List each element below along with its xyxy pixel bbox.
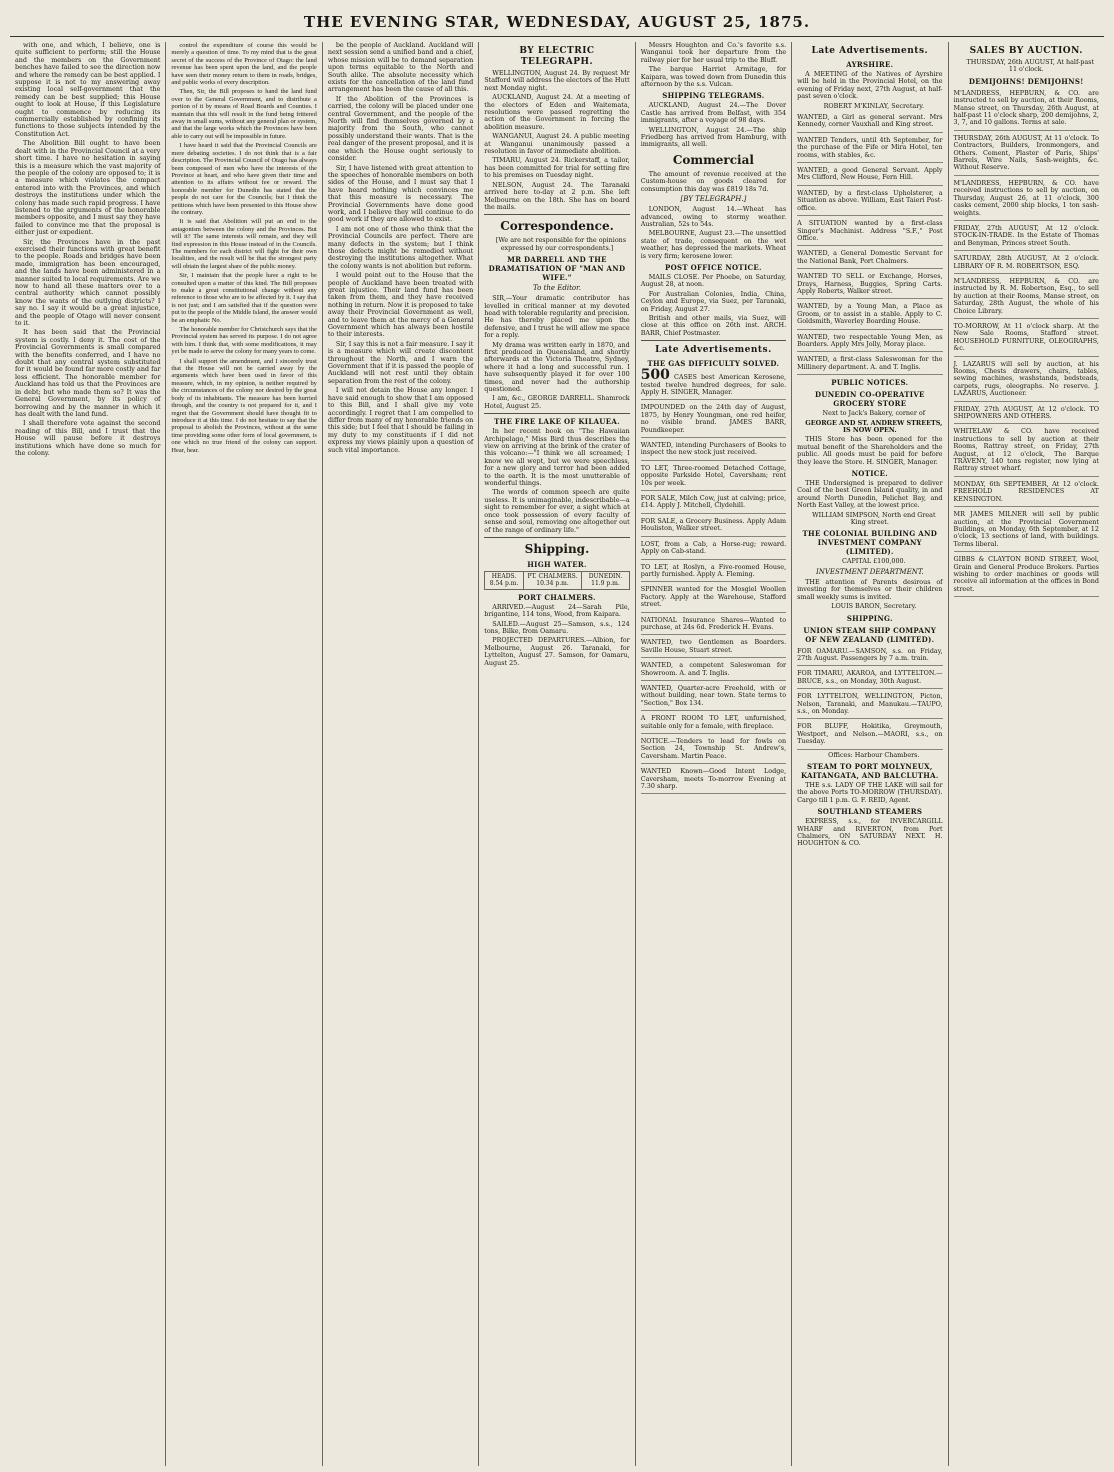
- investment-signature: LOUIS BARON, Secretary.: [831, 602, 917, 611]
- tide-cell: HEADS. 8.54 p.m.: [485, 571, 524, 589]
- letter-heading: MR DARRELL AND THE DRAMATISATION OF "MAN AND WIFE.": [488, 255, 626, 283]
- classified-ad: WANTED, a good General Servant. Apply Mrs Clifford, New House, Fern Hill.: [797, 165, 942, 186]
- shipping-heading: SHIPPING.: [846, 613, 893, 623]
- notice-heading: NOTICE.: [851, 469, 889, 479]
- disclaimer: [We are not responsible for the opinions expressed by our correspondents.]: [495, 236, 627, 252]
- letter-paragraph: SIR,—Your dramatic contributor has levelled in critical manner at my devoted head with tolerable regularity and precision. He has thereby placed me upon the defensive, and I trust he will allow me space for a reply.: [484, 294, 630, 340]
- classified-ad: A SITUATION wanted by a first-class Singer's Machinist. Address "S.F.," Post Office.: [797, 218, 942, 246]
- auction-ad: FRIDAY, 27th AUGUST, At 12 o'clock. STOCK-IN-TRADE. In the Estate of Thomas and Benyman, Princes street South.: [954, 223, 1099, 251]
- classified-ad: FOR SALE, Milch Cow, just at calving; price, £14. Apply J. Mitchell, Clydehill.: [641, 493, 786, 514]
- section-heading-commercial: Commercial: [672, 152, 754, 167]
- tide-cell: DUNEDIN. 11.9 p.m.: [582, 571, 630, 589]
- post-paragraph: MAILS CLOSE. Per Phoebe, on Saturday, August 28, at noon.: [640, 272, 787, 289]
- article-paragraph: If the Abolition of the Provinces is carried, the colony will be placed under one central Government, and the people of the North will find themselves governed by a majority from the South, who cannot possibly understand their wants. That is the real danger of the present proposal, and it is one which the House ought seriously to consider.: [327, 94, 474, 163]
- public-notices-heading: PUBLIC NOTICES.: [831, 378, 909, 388]
- offices: Offices: Harbour Chambers.: [828, 750, 920, 759]
- shipping-paragraph: AUCKLAND, August 24.—The Dover Castle has arrived from Belfast, with 354 immigrants, after a voyage of 98 days.: [640, 101, 787, 125]
- coop-text: THIS Store has been opened for the mutual benefit of the Shareholders and the public. All goods must be paid for before they leave the Store. H. SINGER, Manager.: [797, 435, 943, 466]
- notice-text: THE Undersigned is prepared to deliver Coal of the best Green Island quality, in and around North Dunedin, Pelichet Bay, and North East Valley, at the lowest price.: [797, 479, 943, 510]
- telegram-paragraph: WANGANUI, August 24. A public meeting at Wanganui unanimously passed a resolution in favor of immediate abolition.: [484, 132, 630, 156]
- letter-paragraph: I am, &c., GEORGE DARRELL. Shamrock Hotel, August 25.: [484, 394, 630, 410]
- telegram-paragraph: AUCKLAND, August 24. At a meeting of the electors of Eden and Waitemata, resolutions were passed regretting the action of the Government in forcing the abolition measure.: [484, 93, 630, 131]
- shipping-paragraph: PROJECTED DEPARTURES.—Albion, for Melbourne, August 26. Taranaki, for Lyttelton, August 27. Samson, for Oamaru, August 25.: [484, 636, 630, 667]
- divider: [484, 214, 629, 215]
- auction-ad: WHITELAW & CO. have received instructions to sell by auction at their Rooms, Rattray street, on Friday, 27th August, at 12 o'clock, The Barque TRAVENY, 140 tons register, now lying at Rattray street wharf.: [954, 426, 1099, 476]
- article-paragraph: I shall therefore vote against the second reading of this Bill, and I trust that the House will pause before it destroys institutions which have done so much for the colony.: [15, 419, 161, 457]
- shipping-paragraph: ARRIVED.—August 24—Sarah Pile, brigantine, 114 tons, Wood, from Kaipara.: [484, 602, 630, 619]
- classified-ad: FOR SALE, a Grocery Business. Apply Adam Houliston, Walker street.: [641, 516, 786, 537]
- article-paragraph: It is said that Abolition will put an end to the antagonism between the colony and the Provinces. But will it? The same interests will remain, and they will find expression in this House instead of in the Councils. The members for each district will fight for their own localities, and the result will be that the strongest party will obtain the largest share of the public money.: [171, 218, 317, 270]
- article-paragraph: Sir, I maintain that the people have a right to be consulted upon a matter of this kind. The Bill proposes to make a great constitutional change without any reference to those who are to be affected by it. I say that is not just; and I am satisfied that if the question were put to the people of the Middle Island, the answer would be an emphatic No.: [171, 272, 317, 324]
- auction-ad: SATURDAY, 28th AUGUST, At 2 o'clock. LIBRARY OF R. M. ROBERTSON, ESQ.: [954, 253, 1099, 274]
- telegram-paragraph: NELSON, August 24. The Taranaki arrived here to-day at 2 p.m. She left Melbourne on the 18th. She has on board the mails.: [484, 180, 630, 211]
- classified-ad: WANTED, a competent Saleswoman for Showroom. A. and T. Inglis.: [641, 660, 786, 681]
- letter-salutation: To the Editor.: [533, 284, 581, 293]
- meeting-signature: ROBERT M'KINLAY, Secretary.: [823, 101, 925, 110]
- column-3: [323, 42, 479, 1466]
- auction-ad: THURSDAY, 26th AUGUST, At 11 o'clock. To Contractors, Builders, Ironmongers, and Others. Cement, Plaster of Paris, Ships' Barrels, Wire Nails, Sash-weights, &c. Without Reserve.: [954, 133, 1099, 176]
- article-paragraph: control the expenditure of course this would be merely a question of time. To my mind that is the great secret of the success of the Province of Otago: the land revenue has been spent upon the land, and the people have seen their money return to them in roads, bridges, and public works of every description.: [171, 42, 317, 87]
- section-heading-correspondence: Correspondence.: [500, 219, 614, 234]
- auction-ad: FRIDAY, 27th AUGUST, At 12 o'clock. TO SHIPOWNERS AND OTHERS.: [954, 404, 1099, 425]
- gas-ad-text: CASES best American Kerosene, tested twelve hundred degrees, for sale. Apply H. SINGER, Manager.: [640, 373, 787, 396]
- sales-date: THURSDAY, 26th AUGUST, At half-past 11 o'clock.: [966, 58, 1095, 74]
- meeting-notice: A MEETING of the Natives of Ayrshire will be held in the Provincial Hotel, on the evening of Friday next, 27th August, at half-past seven o'clock.: [797, 70, 943, 101]
- classified-ad: WANTED TO SELL or Exchange, Horses, Drays, Harness, Buggies, Spring Carts. Apply Roberts, Walker street.: [797, 271, 942, 299]
- auction-ad: TO-MORROW, At 11 o'clock sharp. At the New Sale Rooms, Stafford street. HOUSEHOLD FURNITURE, OLEOGRAPHS, &c.: [954, 321, 1099, 357]
- gas-ad-heading: THE GAS DIFFICULTY SOLVED.: [647, 359, 780, 369]
- sailing-ad: FOR LYTTELTON, WELLINGTON, Picton, Nelson, Taranaki, and Manukau.—TAUPO, s.s., on Monday.: [797, 691, 942, 719]
- colonial-heading: THE COLONIAL BUILDING AND INVESTMENT COMPANY (LIMITED).: [802, 529, 938, 557]
- article-paragraph: It has been said that the Provincial system is costly. I deny it. The cost of the Provincial Governments is small compared with the benefits conferred, and I have no doubt that any central system substituted for it would be found far more costly and far less efficient. The honorable member for Auckland has told us that the Provinces are in debt; but who made them so? It was the General Government, by its policy of borrowing and by the manner in which it has dealt with the land fund.: [15, 328, 161, 418]
- column-1: [10, 42, 166, 1466]
- article-paragraph: I would point out to the House that the people of Auckland have been treated with great injustice. Their land fund has been taken from them, and they have received nothing in return. Now it is proposed to take away their Provincial Government as well, and to leave them at the mercy of a General Government which has always been hostile to their interests.: [327, 271, 474, 339]
- divider: [484, 537, 629, 538]
- investment-text: THE attention of Parents desirous of investing for themselves or their children small weekly sums is invited.: [797, 577, 943, 601]
- telegram-paragraph: WELLINGTON, August 24. By request Mr Stafford will address the electors of the Hutt next Monday night.: [484, 69, 630, 92]
- article-paragraph: In her recent book on "The Hawaiian Archipelago," Miss Bird thus describes the view on arriving at the brink of the crater of this volcano:—"I think we all screamed; I know we all wept, but we were speechless, for a new glory and terror had been added to the earth. It is the most unutterable of wonderful things.: [484, 427, 630, 488]
- column-5: [636, 42, 792, 1466]
- sailing-ad: FOR BLUFF, Hokitika, Greymouth, Westport, and Nelson.—MAORI, s.s., on Tuesday.: [797, 721, 942, 749]
- classified-ad: WANTED, by a Young Man, a Place as Groom, or to assist in a stable. Apply to C. Goldsmith, Waverley Boarding House.: [797, 301, 942, 329]
- classified-ad: TO LET, at Roslyn, a Five-roomed House, partly furnished. Apply A. Fleming.: [641, 562, 786, 583]
- demijohns-heading: DEMIJOHNS! DEMIJOHNS!: [968, 76, 1084, 86]
- classified-ad: IMPOUNDED on the 24th day of August, 1875, by Henry Youngman, one red heifer, no visible brand. JAMES BARR, Poundkeeper.: [641, 402, 786, 438]
- article-paragraph: Sir, I say this is not a fair measure. I say it is a measure which will create discontent throughout the North, and I warn the Government that if it is passed the people of Auckland will not rest until they obtain separation from the rest of the colony.: [327, 339, 474, 385]
- auction-ad: MR JAMES MILNER will sell by public auction, at the Provincial Government Buildings, on Monday, 6th September, at 12 o'clock, 13 sections of land, with buildings. Terms liberal.: [954, 509, 1099, 552]
- article-heading-kilauea: THE FIRE LAKE OF KILAUEA.: [494, 417, 620, 427]
- auction-ad: M'LANDRESS, HEPBURN, & CO. have received instructions to sell by auction, on Thursday, August 26, at 11 o'clock, 300 casks cement, 2000 ship blocks, 1 ton sash-weights.: [954, 178, 1099, 221]
- article-paragraph: Sir, I have listened with great attention to the speeches of honorable members on both sides of the House, and I must say that I have heard nothing which convinces me that this measure is necessary. The Provincial Governments have done good work, and I believe they will continue to do good work if they are allowed to exist.: [327, 163, 474, 224]
- column-7: [949, 42, 1104, 1466]
- section-heading-telegraph: BY ELECTRIC TELEGRAPH.: [519, 46, 595, 67]
- gas-ad: [640, 367, 787, 400]
- article-paragraph: Sir, the Provinces have in the past exercised their functions with great benefit to the people. Roads and bridges have been made, immigration has been encouraged, and the lands have been administered in a manner suited to local requirements. Are we now to hand all these matters over to a central authority which cannot possibly know the wants of the outlying districts? I say no. I say it would be a great injustice, and the people of Otago will never consent to it.: [15, 237, 161, 328]
- sales-heading: SALES BY AUCTION.: [969, 46, 1083, 56]
- southland-heading: SOUTHLAND STEAMERS: [817, 807, 923, 817]
- divider: [641, 340, 786, 341]
- auction-ad: MONDAY, 6th SEPTEMBER, At 12 o'clock. FREEHOLD RESIDENCES AT KENSINGTON.: [954, 479, 1099, 507]
- coop-subheading: Next to Jack's Bakery, corner of: [822, 409, 926, 418]
- classified-ad: TO LET, Three-roomed Detached Cottage, opposite Parkside Hotel, Caversham; rent 10s per week.: [641, 463, 786, 491]
- classified-ad: NOTICE.—Tenders to lead for fowls on Section 24, Township St. Andrew's, Caversham. Martin Peace.: [641, 736, 786, 764]
- steam-text: THE s.s. LADY OF THE LAKE will sail for the above Ports TO-MORROW (THURSDAY). Cargo till 1 p.m. G. F. REID, Agent.: [797, 780, 943, 804]
- tide-table: [484, 571, 629, 590]
- telegram-paragraph: TIMARU, August 24. Rickerstaff, a tailor, has been committed for trial for setting fire to his premises on Tuesday night.: [484, 156, 630, 180]
- shipping-paragraph: WELLINGTON, August 24.—The ship Friedberg has arrived from Hamburg, with immigrants, all well.: [640, 125, 787, 149]
- notice-signature: WILLIAM SIMPSON, North end Great King street.: [812, 510, 936, 527]
- column-2: [166, 42, 322, 1466]
- classified-ad: NATIONAL Insurance Shares—Wanted to purchase, at 24s 6d. Frederick H. Evans.: [641, 615, 786, 636]
- classified-ad: WANTED, two respectable Young Men, as Boarders. Apply Mrs Jolly, Moray place.: [797, 332, 942, 353]
- sailing-ad: FOR OAMARU.—SAMSON, s.s. on Friday, 27th August. Passengers by 7 a.m. train.: [797, 646, 942, 667]
- port-heading: PORT CHALMERS.: [518, 592, 596, 602]
- ayrshire-heading: AYRSHIRE.: [846, 60, 894, 69]
- auction-ad: M'LANDRESS, HEPBURN, & CO. are instructed by R. M. Robertson, Esq., to sell by auction at their Rooms, Manse street, on Saturday, 28th August, the whole of his Choice Library.: [954, 276, 1099, 319]
- auction-ad: J. LAZARUS will sell by auction, at his Rooms, Chests drawers, chairs, tables, sewing machines, washstands, bedsteads, carpets, rugs, oleographs. No reserve. J. LAZARUS, Auctioneer.: [954, 359, 1099, 402]
- classified-ad: WANTED, a General Domestic Servant for the National Bank, Port Chalmers.: [797, 248, 942, 269]
- coop-heading: DUNEDIN CO-OPERATIVE GROCERY STORE: [814, 390, 925, 409]
- post-paragraph: For Australian Colonies, India, China, Ceylon and Europe, via Suez, per Taranaki, on Friday, August 27.: [640, 289, 787, 313]
- classified-ad: WANTED, Quarter-acre Freehold, with or without building, near town. State terms to "Section," Box 134.: [641, 683, 786, 711]
- tide-cell: PT. CHALMERS. 10.34 p.m.: [523, 571, 581, 589]
- shipping-telegrams-heading: SHIPPING TELEGRAMS.: [662, 91, 765, 101]
- southland-text: EXPRESS, s.s., for INVERCARGILL WHARF and RIVERTON, from Port Chalmers, ON SATURDAY NEXT. H. HOUGHTON & CO.: [797, 817, 943, 848]
- commercial-paragraph: LONDON, August 14.—Wheat has advanced, owing to stormy weather. Australian, 52s to 54s.: [640, 205, 787, 228]
- classified-ad: WANTED, a Girl as general servant. Mrs Kennedy, corner Vauxhall and King street.: [797, 112, 942, 133]
- steam-molyneux-heading: STEAM TO PORT MOLYNEUX, KAITANGATA, AND BALCLUTHA.: [801, 761, 939, 780]
- classified-ad: WANTED, by a first-class Upholsterer, a Situation as above. William, East Taieri Post-office.: [797, 188, 942, 216]
- article-paragraph: with one, and which, I believe, one is quite sufficient to perform; still the House and the members on the Government benches have failed to see the direction now and where the remedy can be best applied. I suppose it is not to my answering away existing local self-government that the remedy can be best supplied; this House ought to look at House, if this Legislature ought to commence by reducing its commercially established by confining its functions to those subjects intended by the Constitution Act.: [15, 42, 161, 138]
- article-paragraph: I am not one of those who think that the Provincial Councils are perfect. There are many defects in the system; but I think those defects might be remedied without destroying the institutions altogether. What the colony wants is not abolition but reform.: [327, 224, 474, 270]
- shipping-paragraph: SAILED.—August 25—Samson, s.s., 124 tons, Bilke, from Oamaru.: [484, 619, 630, 635]
- classified-ad: A FRONT ROOM TO LET, unfurnished, suitable only for a female, with fireplace.: [641, 713, 786, 734]
- article-paragraph: The Abolition Bill ought to have been dealt with in the Provincial Council at a very short time. I have no hesitation in saying this is a measure which the vast majority of the people of the colony are opposed to; it is a measure which violates the compact entered into with the Provinces, and which destroys the institutions under which the colony has made such rapid progress. I have listened to the arguments of the honorable members opposite, and I must say they have failed to convince me that the proposal is either just or expedient.: [15, 139, 161, 237]
- post-paragraph: British and other mails, via Suez, will close at this office on 26th inst. ARCH. BARR, Chief Postmaster.: [640, 313, 787, 337]
- investment-heading: INVESTMENT DEPARTMENT.: [815, 567, 924, 576]
- article-paragraph: Then, Sir, the Bill proposes to hand the land fund over to the General Government, and to distribute a portion of it by means of Road Boards and Counties. I maintain that this will result in the fund being frittered away in small sums, without any general plan or system, and that the large works which the Provinces have been able to carry out will be impossible in future.: [171, 88, 317, 140]
- coop-open: GEORGE AND ST. ANDREW STREETS, IS NOW OPEN.: [805, 418, 943, 434]
- union-steam-heading: UNION STEAM SHIP COMPANY OF NEW ZEALAND (LIMITED).: [803, 625, 937, 644]
- letter-paragraph: My drama was written early in 1870, and first produced in Queensland, and shortly afterwards at the Victoria Theatre, Sydney, where it had a long and successful run. I have subsequently played it for over 100 times, and never had the authorship questioned.: [484, 340, 630, 393]
- column-6: [792, 42, 948, 1466]
- auction-ad: GIBBS & CLAYTON BOND STREET, Wool, Grain and General Produce Brokers. Parties wishing to order machines or goods will receive all information at the offices in Bond street.: [954, 554, 1099, 597]
- article-paragraph: The words of common speech are quite useless. It is unimaginable, indescribable—a sight to remember for ever, a sight which at once took possession of every faculty of sense and soul, removing one altogether out of the range of ordinary life.": [484, 488, 630, 534]
- shipping-paragraph: Messrs Houghton and Co.'s favorite s.s. Wanganui took her departure from the railway pier for her usual trip to the Bluff.: [640, 42, 787, 64]
- classified-ad: SPINNER wanted for the Mosgiel Woollen Factory. Apply at the Warehouse, Stafford street.: [641, 584, 786, 612]
- article-paragraph: be the people of Auckland. Auckland will next session send a unified band and a chief, whose mission will be to demand separation upon terms equitable to the North and South alike. The absolute necessity which exists for the cancellation of the land fund arrangement has been the cause of all this.: [327, 42, 474, 94]
- classified-ad: WANTED, intending Purchasers of Books to inspect the new stock just received.: [641, 440, 786, 461]
- high-water-heading: HIGH WATER.: [527, 559, 587, 569]
- columns: [10, 42, 1104, 1466]
- column-4: [479, 42, 635, 1466]
- article-paragraph: I have heard it said that the Provincial Councils are mere debating societies. I do not think that is a fair description. The Provincial Council of Otago has always been composed of men who have the interests of the Province at heart, and who have given their time and attention to its affairs without fee or reward. The honorable member for Dunedin has stated that the people do not care for the Councils; but I think the petitions which have been presented to this House show the contrary.: [171, 142, 317, 216]
- commercial-paragraph: The amount of revenue received at the Custom-house on goods cleared for consumption this day was £819 18s 7d.: [640, 169, 787, 193]
- commercial-paragraph: MELBOURNE, August 23.—The unsettled state of trade, consequent on the wet weather, has depressed the markets. Wheat is very firm; kerosene lower.: [640, 229, 787, 260]
- shipping-paragraph: The barque Harriet Armitage, for Kaipara, was towed down from Dunedin this afternoon by the s.s. Vulcan.: [640, 65, 787, 89]
- sailing-ad: FOR TIMARU, AKAROA, and LYTTELTON.—BRUCE, s.s., on Monday, 30th August.: [797, 668, 942, 689]
- capital: CAPITAL £100,000.: [841, 557, 906, 566]
- classified-ad: WANTED, two Gentlemen as Boarders. Saville House, Stuart street.: [641, 637, 786, 658]
- article-paragraph: I will not detain the House any longer. I have said enough to show that I am opposed to this Bill, and I shall give my vote accordingly. I regret that I am compelled to differ from many of my honorable friends on this side; but I feel that I should be failing in my duty to my constituents if I did not express my views plainly upon a question of such vital importance.: [327, 386, 474, 454]
- article-paragraph: I shall support the amendment, and I sincerely trust that the House will not be carried away by the arguments which have been used in favor of this measure, which, in my opinion, is neither required by the circumstances of the colony nor desired by the great body of its inhabitants. The measure has been hurried through, and the country is not prepared for it, and I regret that the Government should have thought fit to introduce it at this time. I do not hesitate to say that the proposal to abolish the Provinces, without at the same time providing some other form of local government, is one which no true friend of the colony can support. Hear, hear.: [171, 357, 317, 454]
- late-ads-heading: Late Advertisements.: [811, 46, 929, 56]
- classified-ad: WANTED Tenders, until 4th September, for the purchase of the Fife or Mira Hotel, ten rooms, with stables, &c.: [797, 135, 942, 163]
- gas-ad-number: 500: [640, 367, 670, 384]
- post-office-heading: POST OFFICE NOTICE.: [665, 262, 762, 272]
- auction-ad: M'LANDRESS, HEPBURN, & CO. are instructed to sell by auction, at their Rooms, Manse street, on Thursday, 26th August, at half-past 11 o'clock sharp, 200 demijohns, 2, 3, 7, and 10 gallons. Terms at sale.: [954, 88, 1099, 131]
- article-paragraph: The honorable member for Christchurch says that the Provincial system has served its purpose. I do not agree with him. I think that, with some modifications, it may yet be made to serve the colony for many years to come.: [171, 326, 317, 356]
- masthead: THE EVENING STAR, WEDNESDAY, AUGUST 25, 1875.: [10, 10, 1104, 37]
- classified-ad: WANTED, a first-class Saleswoman for the Millinery department. A. and T. Inglis.: [797, 354, 942, 375]
- classified-ad: LOST, from a Cab, a Horse-rug; reward. Apply on Cab-stand.: [641, 539, 786, 560]
- late-ads-heading: Late Advertisements.: [655, 345, 772, 356]
- divider: [484, 413, 629, 414]
- section-heading-shipping: Shipping.: [524, 541, 590, 556]
- telegraph-note: [BY TELEGRAPH.]: [680, 195, 747, 204]
- classified-ad: WANTED Known—Good Intent Lodge, Caversham, meets To-morrow Evening at 7.30 sharp.: [641, 766, 786, 794]
